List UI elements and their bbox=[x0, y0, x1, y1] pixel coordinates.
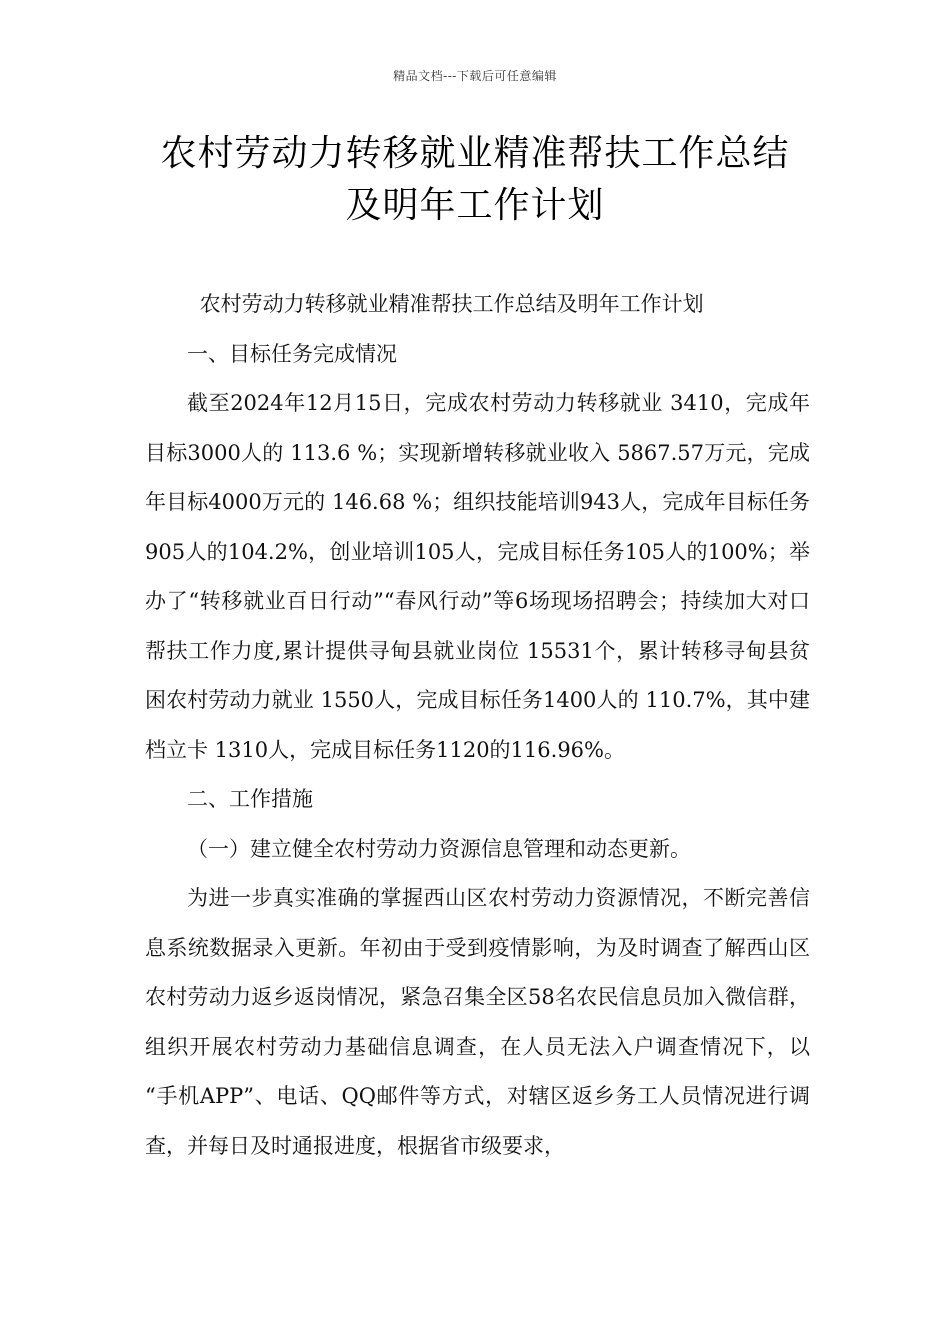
document-title bbox=[0, 128, 950, 232]
section-2-heading: 二、工作措施 bbox=[187, 787, 313, 811]
title-line-2: 及明年工作计划 bbox=[345, 185, 605, 226]
subsection-1-heading: （一）建立健全农村劳动力资源信息管理和动态更新。 bbox=[187, 836, 691, 861]
section-1-heading: 一、目标任务完成情况 bbox=[187, 341, 397, 366]
header-note: 精品文档---下载后可任意编辑 bbox=[393, 69, 557, 83]
section-1-paragraph: 截至2024年12月15日，完成农村劳动力转移就业 3410，完成年目标3000人的 113.6 %；实现新增转移就业收入 5867.57万元，完成年目标4000万元的 146.68 %；组织技能培训943人，完成年目标任务905人的104.2%，创业培训105人，完成目标任务105人的100%；举办了“转移就业百日行动”“春风行动”等6场现场招聘会；持续加大对口帮扶工作力度,累计提供寻甸县就业岗位 15531个，累计转移寻甸县贫困农村劳动力就业 1550人，完成目标任务1400人的 110.7%，其中建档立卡 1310人，完成目标任务1120的116.96%。 bbox=[145, 391, 810, 762]
title-line-1: 农村劳动力转移就业精准帮扶工作总结 bbox=[160, 133, 790, 174]
subsection-1-paragraph: 为进一步真实准确的掌握西山区农村劳动力资源情况，不断完善信息系统数据录入更新。年初由于受到疫情影响，为及时调查了解西山区农村劳动力返乡返岗情况，紧急召集全区58名农民信息员加入微信群，组织开展农村劳动力基础信息调查，在人员无法入户调查情况下，以 “手机APP”、电话、QQ邮件等方式，对辖区返乡务工人员情况进行调查，并每日及时通报进度，根据省市级要求， bbox=[145, 886, 810, 1158]
document-body bbox=[145, 280, 810, 1171]
document-subtitle: 农村劳动力转移就业精准帮扶工作总结及明年工作计划 bbox=[199, 292, 704, 316]
